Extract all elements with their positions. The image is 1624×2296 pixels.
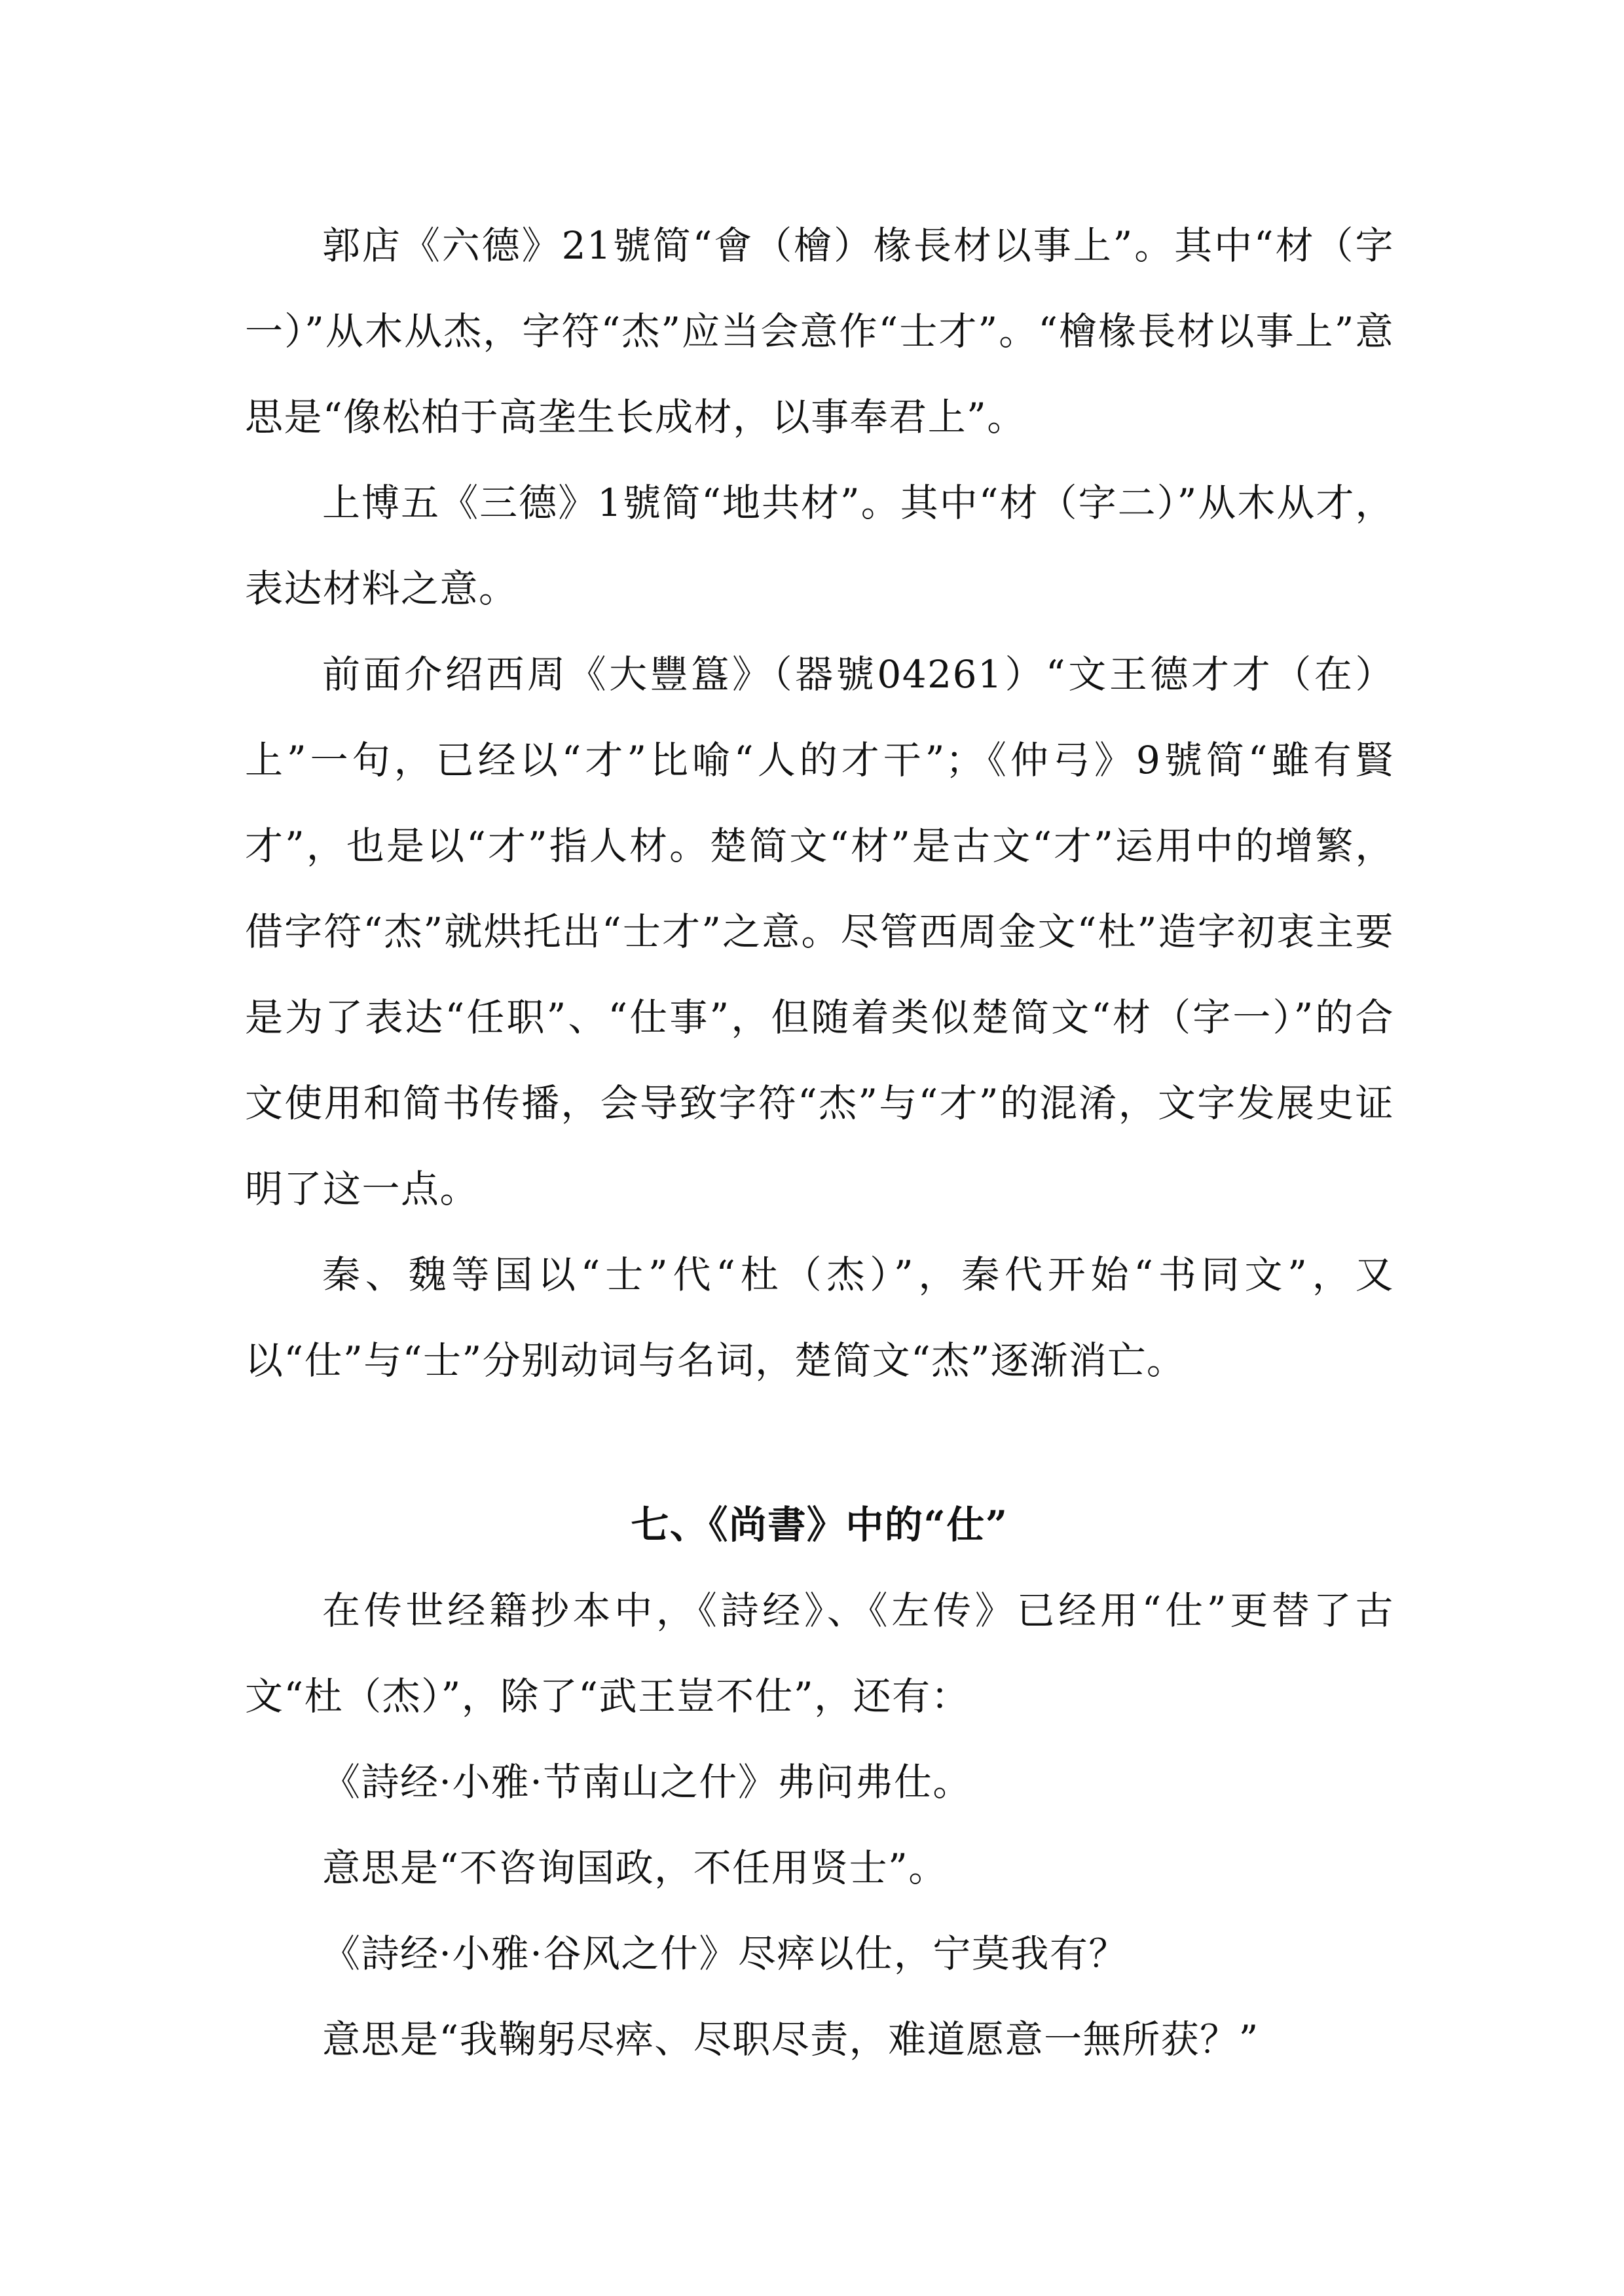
meaning-gufeng: 意思是“我鞠躬尽瘁、尽职尽责，难道愿意一無所获？” — [322, 2017, 1259, 2062]
paragraph-dafenggui: 前面介绍西周《大豐簋》（器號04261）“文王德才才（在）上”一句，已经以“才”比喻“人的才干”；《仲弓》9號简“雖有賢才”，也是以“才”指人材。楚简文“材”是古文“才”运用中的增繁，借字符“杰”就烘托出“士才”之意。尽管西周金文“杜”造字初衷主要是为了表达“任职”、“仕事”，但随着类似楚简文“材（字一）”的合文使用和简书传播，会导致字符“杰”与“才”的混淆，文字发展史证明了这一点。 — [245, 652, 1394, 1211]
section-heading: 七、《尚書》中的“仕” — [631, 1503, 1008, 1547]
meaning-jienanshan: 意思是“不咨询国政，不任用贤士”。 — [322, 1846, 948, 1890]
document-body — [245, 203, 1394, 2083]
paragraph-liude: 郭店《六德》21號简“會（檜）椽長材以事上”。其中“材（字一）”从木从杰，字符“杰”应当会意作“士才”。“檜椽長材以事上”意思是“像松柏于高垄生长成材，以事奉君上”。 — [245, 223, 1394, 439]
paragraph-qin-wei: 秦、魏等国以“士”代“杜（杰）”，秦代开始“书同文”，又以“仕”与“士”分别动词与名词，楚简文“杰”逐渐消亡。 — [245, 1252, 1394, 1383]
quote-jienanshan: 《詩经·小雅·节南山之什》弗问弗仕。 — [322, 1760, 972, 1804]
paragraph-sande: 上博五《三德》1號简“地共材”。其中“材（字二）”从木从才，表达材料之意。 — [245, 481, 1394, 611]
paragraph-chuanshi: 在传世经籍抄本中，《詩经》、《左传》已经用“仕”更替了古文“杜（杰）”，除了“武王豈不仕”，还有： — [245, 1588, 1394, 1719]
quote-gufeng: 《詩经·小雅·谷风之什》尽瘁以仕，宁莫我有？ — [322, 1931, 1128, 1976]
